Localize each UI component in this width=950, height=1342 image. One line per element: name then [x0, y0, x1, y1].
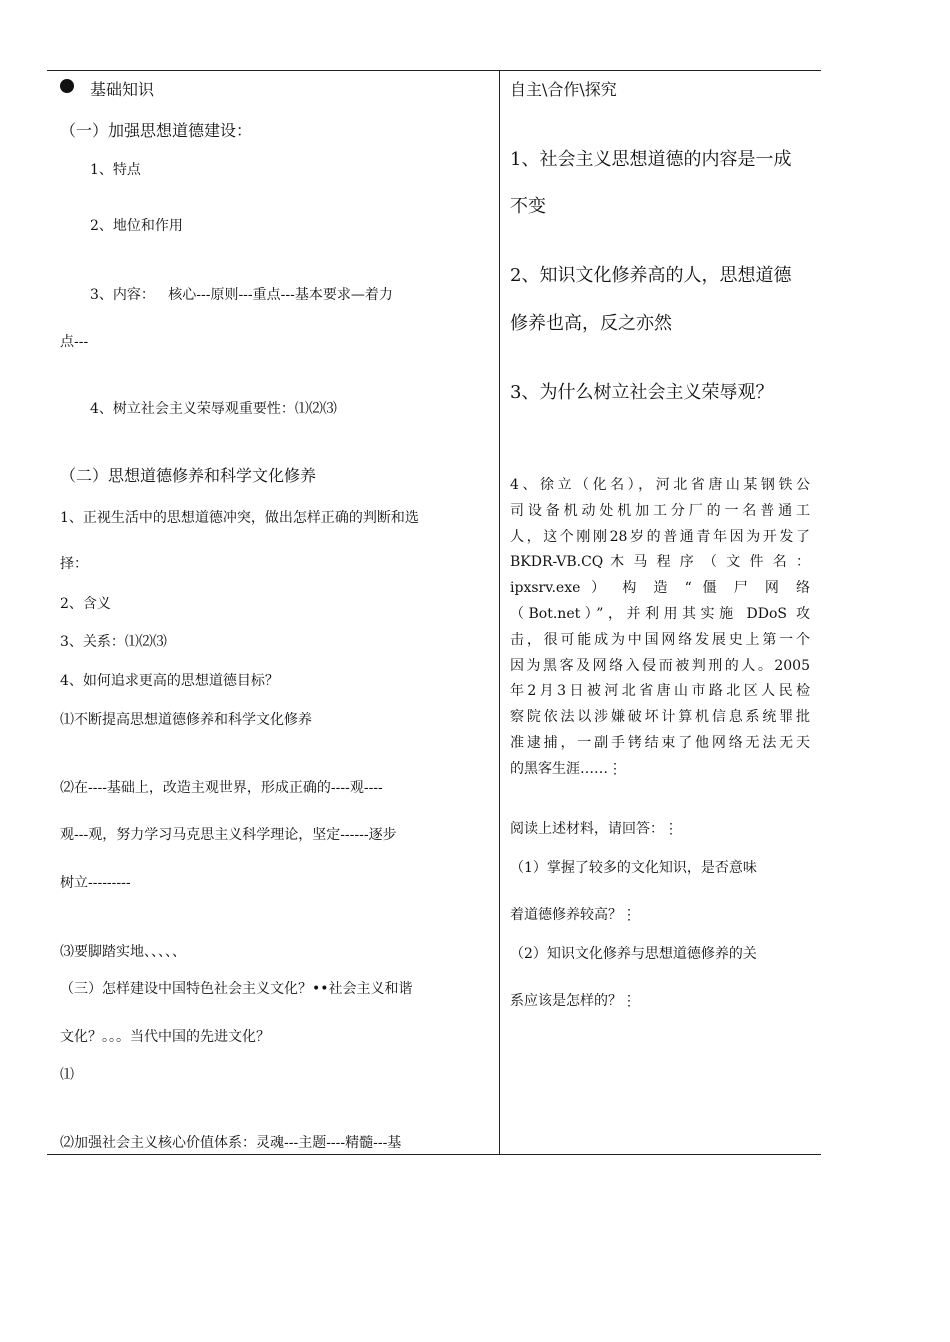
sub-question-one: 着道德修养较高？⋮: [510, 907, 636, 923]
passage-line: 因为黑客及网络入侵而被判刑的人。2005: [510, 657, 810, 674]
sub-question-two: （2）知识文化修养与思想道德修养的关: [510, 946, 757, 962]
section-one-item: 4、树立社会主义荣辱观重要性：⑴⑵⑶: [90, 401, 337, 417]
passage-line: 击，很可能成为中国网络发展史上第一个: [510, 631, 810, 648]
table-bottom-border: [47, 1154, 821, 1155]
passage-line: （Bot.net）”，并利用其实施 DDoS 攻: [510, 605, 810, 622]
passage-line: 年2月3日被河北省唐山市路北区人民检: [510, 683, 810, 700]
table-top-border: [47, 70, 821, 71]
section-two-item: 1、正视生活中的思想道德冲突，做出怎样正确的判断和选: [60, 510, 419, 526]
section-one-item: 2、地位和作用: [90, 218, 183, 234]
passage-line: 准逮捕，一副手铐结束了他网络无法无天: [510, 734, 810, 751]
section-one-item: 3、内容： 核心---原则---重点---基本要求—着力: [90, 287, 393, 303]
section-two-item: 2、含义: [60, 596, 111, 612]
section-three-line: ⑴: [60, 1067, 74, 1083]
section-two-item: ⑶要脚踏实地、、、、、: [60, 944, 186, 960]
bullet-icon: [60, 79, 74, 93]
section-one-title: （一）加强思想道德建设：: [60, 121, 253, 140]
sub-question-two: 系应该是怎样的？⋮: [510, 993, 636, 1009]
right-heading: 自主\合作\探究: [510, 80, 617, 99]
section-three-line: （三）怎样建设中国特色社会主义文化？••社会主义和谐: [60, 981, 413, 997]
passage-line: 司设备机动处机加工分厂的一名普通工: [510, 502, 810, 519]
section-two-item: 观---观，努力学习马克思主义科学理论，坚定------逐步: [60, 827, 397, 843]
section-two-item: 3、关系：⑴⑵⑶: [60, 634, 167, 650]
question-three: 3、为什么树立社会主义荣辱观？: [510, 382, 774, 403]
question-two: 修养也高，反之亦然: [510, 313, 672, 334]
section-two-item: ⑴不断提高思想道德修养和科学文化修养: [60, 712, 312, 728]
read-prompt: 阅读上述材料，请回答：⋮: [510, 821, 678, 837]
section-three-line: ⑵加强社会主义核心价值体系：灵魂---主题----精髓---基: [60, 1135, 402, 1151]
section-two-item: 择：: [60, 556, 88, 572]
section-two-title: （二）思想道德修养和科学文化修养: [60, 466, 317, 485]
section-two-item: ⑵在----基础上，改造主观世界，形成正确的----观----: [60, 780, 383, 796]
passage-line: ipxsrv.exe ） 构 造 “ 僵 尸 网 络: [510, 580, 810, 597]
section-two-item: 树立---------: [60, 875, 131, 891]
section-two-item: 4、如何追求更高的思想道德目标？: [60, 673, 279, 689]
passage-line: 人，这个刚刚28岁的普通青年因为开发了: [510, 528, 810, 545]
section-one-item: 1、特点: [90, 162, 141, 178]
question-one: 不变: [510, 196, 546, 217]
left-heading: 基础知识: [90, 80, 155, 99]
section-one-item: 点---: [60, 334, 89, 350]
question-two: 2、知识文化修养高的人，思想道德: [510, 265, 792, 286]
section-three-line: 文化？。。。当代中国的先进文化？: [60, 1029, 270, 1045]
passage-line: 察院依法以涉嫌破坏计算机信息系统罪批: [510, 709, 810, 726]
passage-line: 4、徐立（化名），河北省唐山某钢铁公: [510, 477, 810, 493]
table-column-divider: [499, 70, 500, 1155]
question-one: 1、社会主义思想道德的内容是一成: [510, 149, 792, 170]
passage-line: BKDR-VB.CQ 木 马 程 序 （ 文 件 名 ：: [510, 554, 810, 571]
passage-line: 的黑客生涯……⋮: [510, 760, 622, 777]
sub-question-one: （1）掌握了较多的文化知识，是否意味: [510, 860, 757, 876]
question-four-passage: [510, 473, 810, 783]
